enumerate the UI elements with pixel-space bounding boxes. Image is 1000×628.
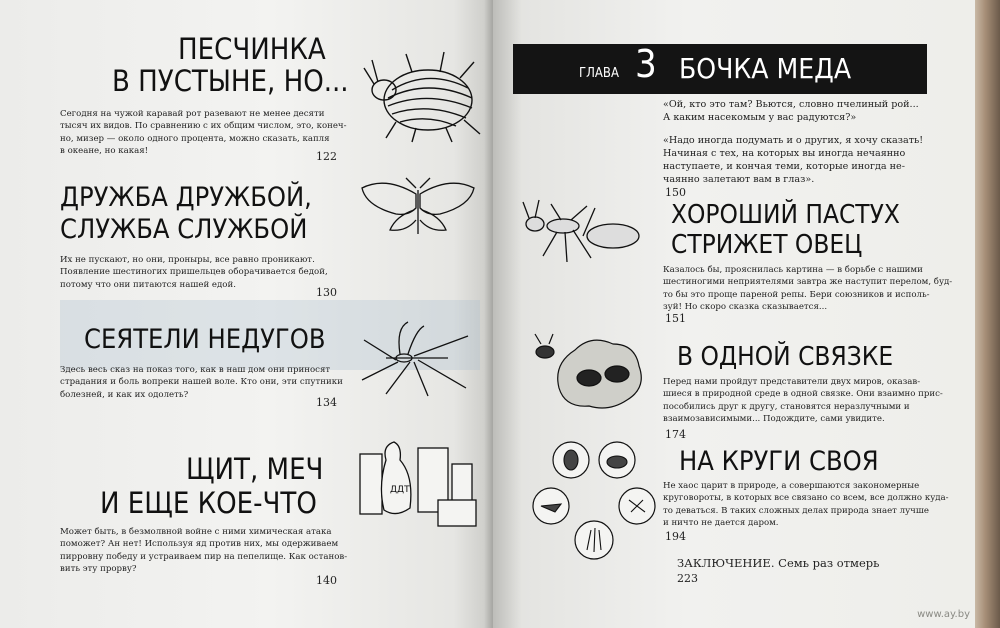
heading-druzhba-2: СЛУЖБА СЛУЖБОЙ bbox=[60, 214, 308, 245]
watermark: www.ay.by bbox=[917, 609, 970, 620]
moth-illustration bbox=[356, 176, 480, 242]
mosquito-illustration bbox=[356, 318, 480, 402]
conclusion-entry: ЗАКЛЮЧЕНИЕ. Семь раз отмерь bbox=[677, 556, 880, 570]
chapter-title: БОЧКА МЕДА bbox=[679, 52, 852, 85]
page-number-130: 130 bbox=[316, 286, 337, 299]
heading-svyazke: В ОДНОЙ СВЯЗКЕ bbox=[677, 342, 894, 372]
heading-shchit-2: И ЕЩЕ КОЕ-ЧТО bbox=[100, 486, 317, 520]
heading-pastukh-2: СТРИЖЕТ ОВЕЦ bbox=[671, 230, 863, 260]
book-page-edges bbox=[975, 0, 1000, 628]
page-number-134: 134 bbox=[316, 396, 337, 409]
chapter-word: ГЛАВА bbox=[579, 66, 619, 81]
s4-paragraph: Может быть, в безмолвной войне с ними химическая атака поможет? Ан нет! Используя яд против них, мы одерживаем пирровну победу и устраиваем пир на пепелище. Как останов- вить эту прорву? bbox=[60, 527, 348, 575]
page-number-223: 223 bbox=[677, 572, 698, 585]
s1-paragraph: Сегодня на чужой каравай рот разевают не менее десяти тысяч их видов. По сравнению с их общим числом, это, конеч- но, мизер — около одного процента, можно сказать, капля в океане, но какая! bbox=[60, 109, 347, 157]
r-s2-paragraph: Перед нами пройдут представители двух миров, оказав- шиеся в природной среде в одной связке. Они взаимно прис- пособились друг к другу, становятся неразлучными и взаимозависимыми... Подождите, сами увидите. bbox=[663, 377, 943, 425]
page-number-150: 150 bbox=[665, 186, 686, 199]
heading-shchit-1: ЩИТ, МЕЧ bbox=[186, 452, 324, 486]
quote-2: «Надо иногда подумать и о других, я хочу сказать! Начиная с тех, на которых вы иногда нечаянно наступаете, и кончая теми, которые иногда не- чаянно залетают вам в глаз». bbox=[663, 135, 924, 185]
r-s3-paragraph: Не хаос царит в природе, а совершаются закономерные круговороты, в которых все связано со всем, все должно куда- то деваться. В таких сложных делах природа знает лучше и ничто не дается даром. bbox=[663, 481, 949, 529]
heading-peschinka-1: ПЕСЧИНКА bbox=[178, 32, 326, 66]
ant-illustration bbox=[521, 196, 651, 270]
s2-paragraph: Их не пускают, но они, проныры, все равно проникают. Появление шестиногих пришельцев оборачивается бедой, потому что они питаются нашей едой. bbox=[60, 255, 328, 290]
heading-seyateli: СЕЯТЕЛИ НЕДУГОВ bbox=[84, 324, 326, 355]
chapter-number: 3 bbox=[635, 42, 657, 86]
ddt-bag-label: ДДТ bbox=[390, 485, 410, 495]
heading-druzhba-1: ДРУЖБА ДРУЖБОЙ, bbox=[60, 182, 312, 213]
left-page bbox=[0, 0, 493, 628]
page-number-174: 174 bbox=[665, 428, 686, 441]
chapter-header-bar bbox=[513, 44, 927, 94]
nature-cycle-illustration bbox=[531, 438, 657, 566]
s3-paragraph: Здесь весь сказ на показ того, как в наш дом они приносят страдания и боль вопреки нашей воле. Кто они, эти спутники болезней, и как их одолеть? bbox=[60, 365, 343, 400]
page-number-194: 194 bbox=[665, 530, 686, 543]
beetle-illustration bbox=[356, 38, 486, 147]
heading-pastukh-1: ХОРОШИЙ ПАСТУХ bbox=[671, 200, 900, 230]
bees-on-flower-illustration bbox=[531, 330, 651, 416]
quote-1: «Ой, кто это там? Вьются, словно пчелиный рой... А каким насекомым у вас радуются?» bbox=[663, 99, 919, 123]
page-number-151: 151 bbox=[665, 312, 686, 325]
r-s1-paragraph: Казалось бы, прояснилась картина — в борьбе с нашими шестиногими неприятелями завтра же наступит перелом, буд- то бы это проще пареной репы. Бери союзников и исполь- зуй! Но скоро сказка сказывается... bbox=[663, 265, 953, 313]
page-number-140: 140 bbox=[316, 574, 337, 587]
heading-krugi: НА КРУГИ СВОЯ bbox=[679, 446, 879, 477]
chemicals-illustration bbox=[356, 436, 480, 540]
right-page bbox=[493, 0, 975, 628]
page-number-122: 122 bbox=[316, 150, 337, 163]
heading-peschinka-2: В ПУСТЫНЕ, НО... bbox=[112, 64, 349, 98]
